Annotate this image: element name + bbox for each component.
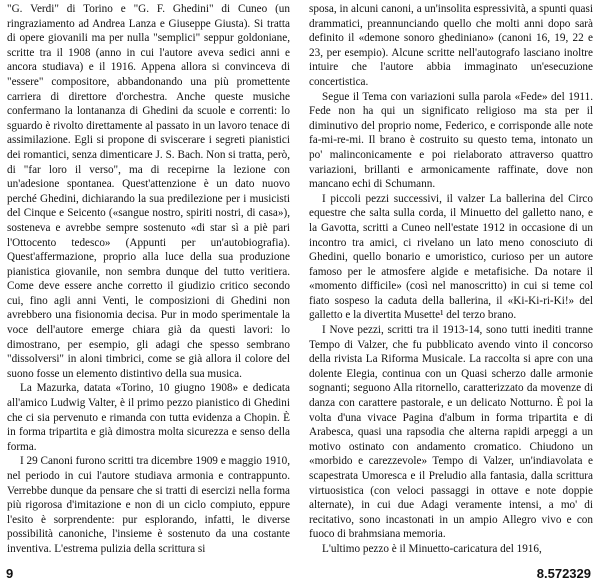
paragraph: La Mazurka, datata «Torino, 10 giugno 1908» e dedicata all'amico Ludwig Valter, è il primo pezzo pianistico di Ghedini che ci sia pervenuto e rimanda con tutta evidenza a Chopin. È in forma tripartita e già dimostra molta sicurezza e senso della forma.: [7, 382, 290, 453]
paragraph: L'ultimo pezzo è il Minuetto-caricatura del 1916,: [322, 542, 542, 555]
catalog-number: 8.572329: [536, 566, 591, 581]
paragraph: sposa, in alcuni canoni, a un'insolita espressività, a spunti quasi drammatici, preannunciando quello che molti anni dopo sarà definito il «demone sonoro ghediniano» (canoni 16, 19, 22 e 23, per esempio). Alcune scritte nell'autografo lasciano inoltre intuire che l'autore abbia immaginato un'esecuzione concertistica.: [309, 3, 593, 88]
paragraph: Segue il Tema con variazioni sulla parola «Fede» del 1911. Fede non ha qui un significato religioso ma sta per il diminutivo del proprio nome, Federico, e corrisponde alle note fa-mi-re-mi. Il brano è costruito su questo tema, intonato un po' malinconicamente e poi rielaborato attraverso quattro variazioni, brillanti e armonicamente raffinate, dove non mancano echi di Schumann.: [309, 90, 593, 191]
paragraph: "G. Verdi" di Torino e "G. F. Ghedini" di Cuneo (un ringraziamento ad Andrea Lanza e Giuseppe Giusta). Si tratta di opere giovanili ma per nulla "semplici" seppur goldoniane, scritte tra il 1908 (anno in cui l'autore aveva sedici anni e ancora studiava) e il 1916. Appena allora si convinceva di "essere" compositore, abbandonando una più promettente carriera di direttore d'orchestra. Anche queste musiche confermano la lontananza di Ghedini da scuole e correnti: lo sguardo è rivolto direttamente al passato in un lavoro tenace di assimilazione. Egli si propone di sviscerare i segreti pianistici dei romantici, senza dimenticare J. S. Bach. Non si tratta, però, di "far loro il verso", ma di recepirne la lezione con un'adesione spontanea. Quest'attenzione è un dato nuovo perché Ghedini, dichiarando la sua predilezione per i musicisti del Cinque e Seicento («sangue nostro, spiriti nostri, di casa»), sosteneva e avrebbe sempre sostenuto «di star sì a piè pari l'Ottocento tedesco» (Appunti per un'autobiografia). Quest'affermazione, proprio alla luce della sua produzione pianistica giovanile, non sembra dunque del tutto veritiera. Come deve essere anche corretto il giudizio critico secondo cui, fino agli anni Venti, le composizioni di Ghedini non avrebbero una fisionomia decisa. Pur in modo sperimentale la voce dell'autore emerge chiara già da questi lavori: lo dimostrano, per esempio, gli adagi che spesso sembrano "dissolversi" in aloni timbrici, come se già allora il colore del suono fosse un elemento distintivo della sua musica.: [7, 3, 290, 380]
left-text-column: [7, 2, 290, 557]
paragraph: I Nove pezzi, scritti tra il 1913-14, sono tutti inediti tranne Tempo di Valzer, che fu pubblicato avendo vinto il concorso della rivista La Riforma Musicale. La raccolta si apre con una dolente Elegia, continua con un Quasi scherzo dalle armonie sognanti; seguono Alla ritornello, caratterizzato da movenze di danza con carattere pastorale, e un delicato Notturno. È poi la volta d'una vivace Pagina d'album in forma tripartita e di Arabesca, quasi una rapsodia che alterna rapidi arpeggi a un motivo ostinato con andamento cromatico. Chiudono un «morbido e carezzevole» Tempo di Valzer, un'indiavolata e scapestrata Umoresca e il Preludio alla fantasia, dalla scrittura virtuosistica (con veloci passaggi in ottave e note doppie alternate), in cui due Adagi veramente intensi, a mo' di recitativo, sono incastonati in un ampio Allegro vivo e con fuoco di brahmsiana memoria.: [309, 324, 593, 541]
paragraph: I 29 Canoni furono scritti tra dicembre 1909 e maggio 1910, nel periodo in cui l'autore studiava armonia e contrappunto. Verrebbe dunque da pensare che si tratti di esercizi nella forma più rigorosa d'imitazione e non di un ciclo compiuto, eppure l'esito è sorprendente: pur esplorando, infatti, le diverse possibilità canoniche, l'insieme è sostenuto da una costante inventiva. L'estrema pulizia della scrittura si: [7, 455, 290, 555]
paragraph: I piccoli pezzi successivi, il valzer La ballerina del Circo equestre che salta sulla corda, il Minuetto del galletto nano, e la Gavotta, scritti a Cuneo nell'estate 1912 in occasione di un incontro tra amici, ci rivelano un lato meno conosciuto di Ghedini, quello bonario e umoristico, curioso per un autore famoso per le atmosfere algide e metafisiche. Da notare il «momento difficile» (così nel manoscritto) in cui si teme col fiato sospeso la caduta della ballerina, il «Ki-Ki-ri-Ki!» del galletto e la divertita Musette¹ del terzo brano.: [309, 192, 593, 322]
page-number: 9: [6, 566, 14, 581]
right-text-column: [309, 2, 593, 557]
page-footer: [0, 566, 599, 584]
